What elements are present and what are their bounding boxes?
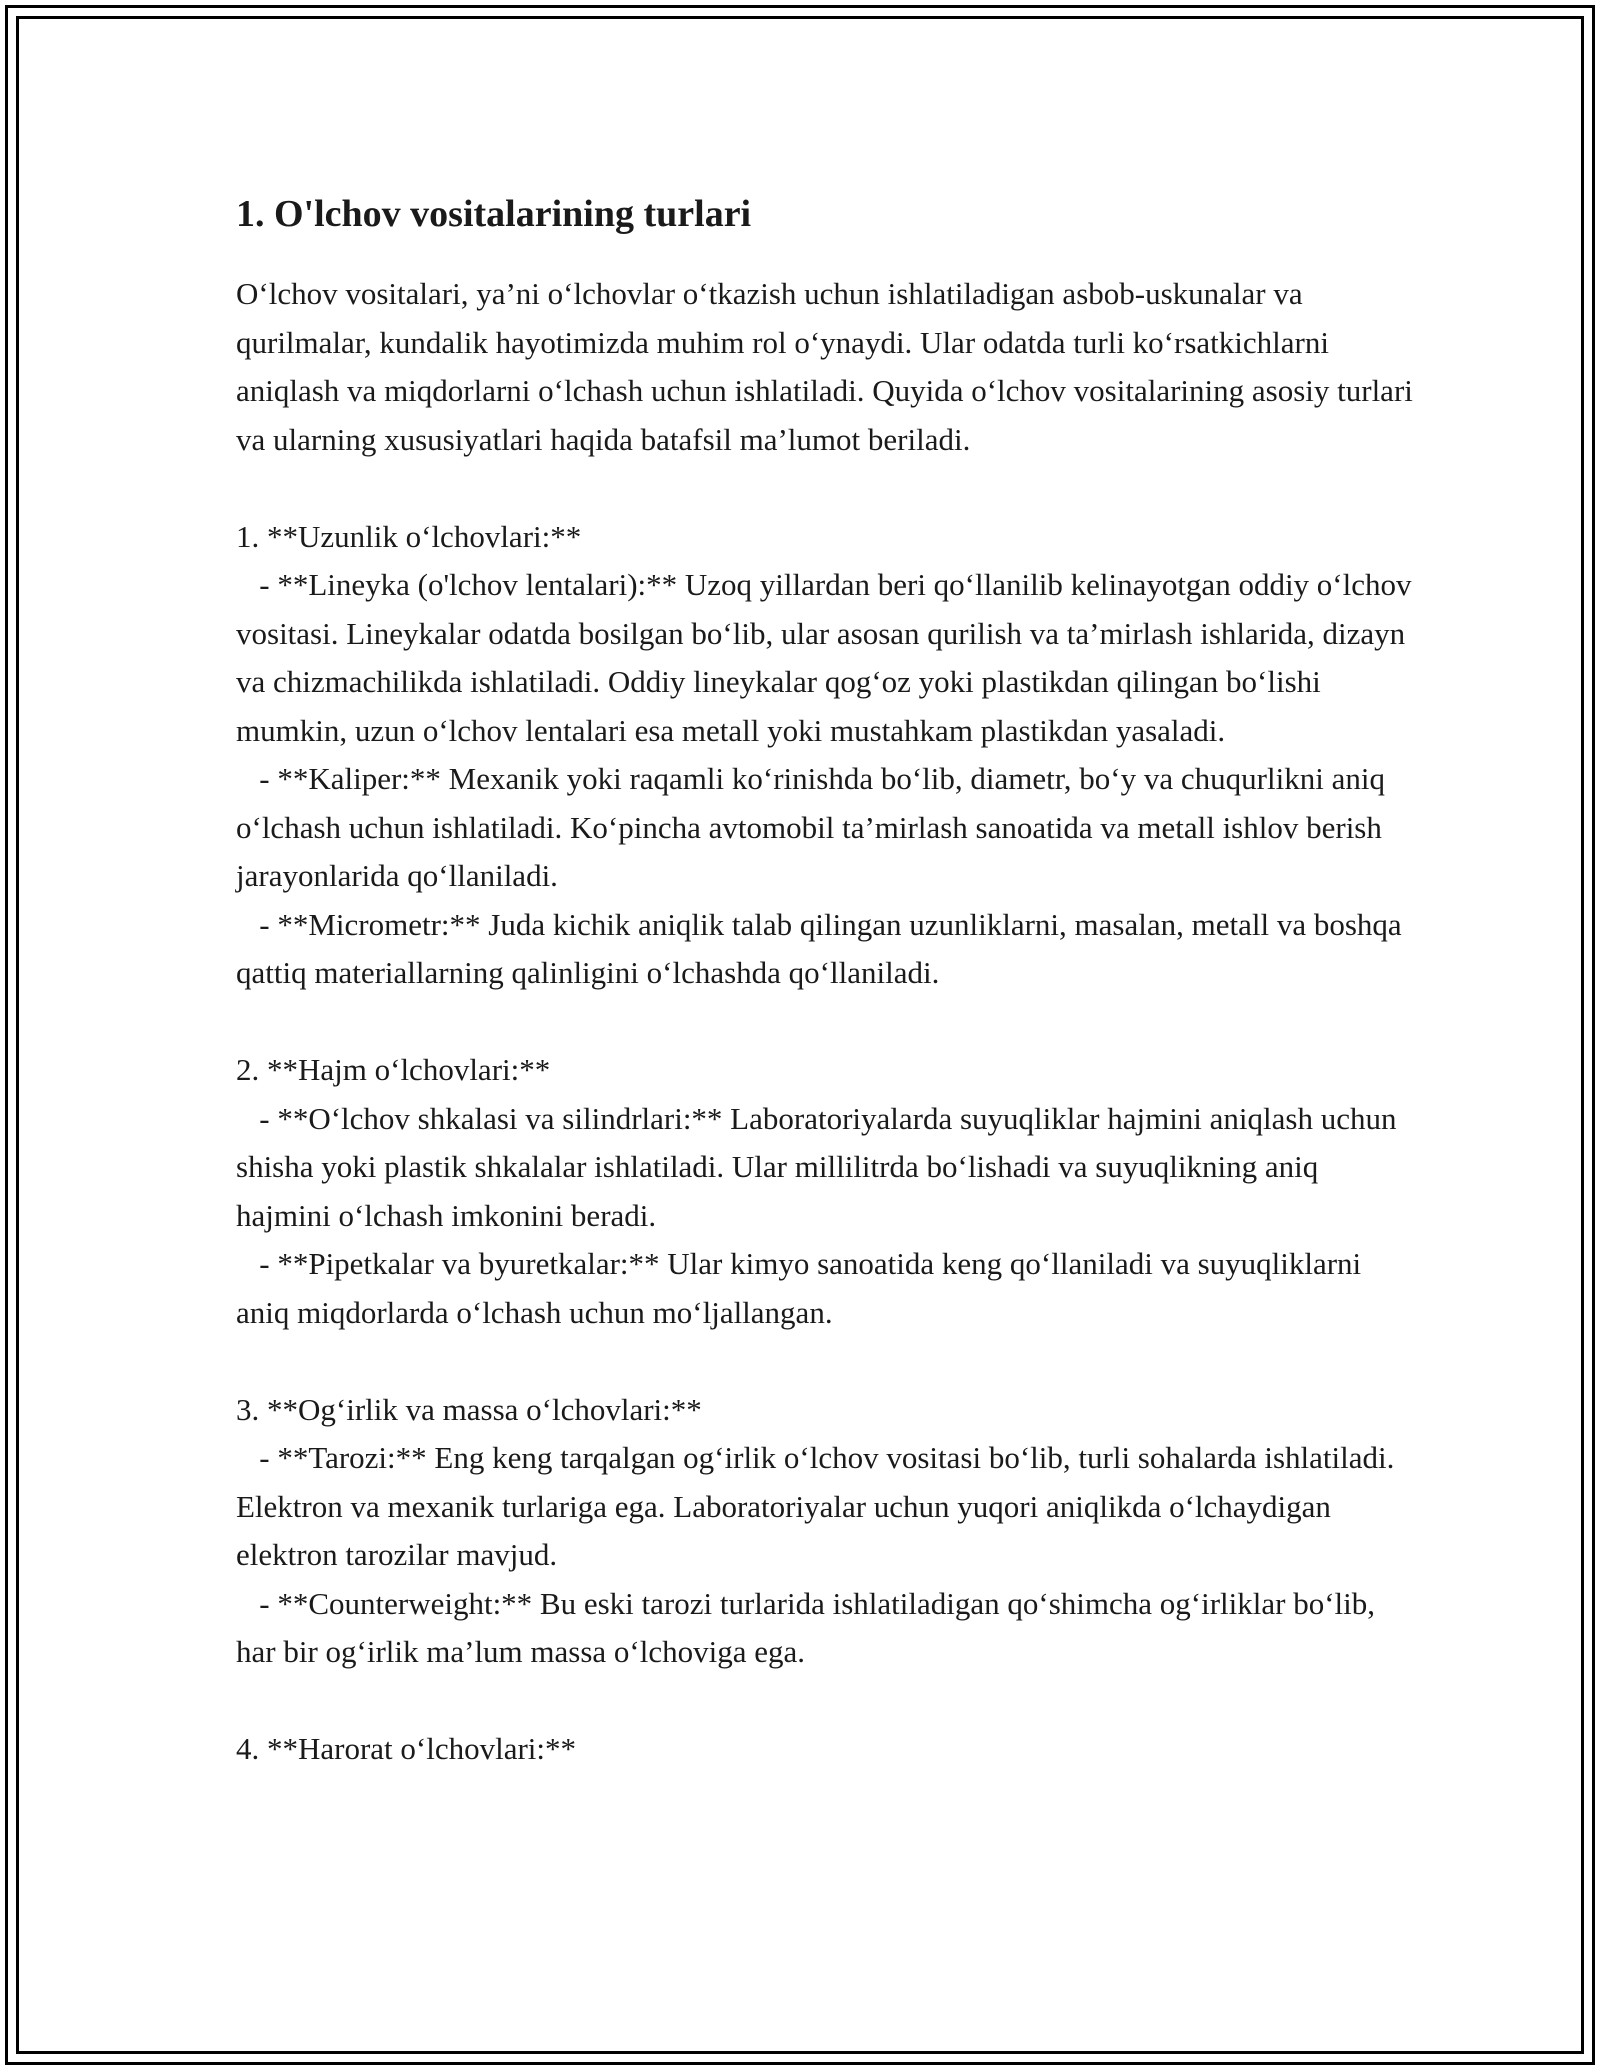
bullet-item: - **Lineyka (o'lchov lentalari):** Uzoq yillardan beri qo‘llanilib kelinayotgan oddiy o‘lchov vositasi. Lineykalar odatda bosilgan bo‘lib, ular asosan qurilish va ta’mirlash ishlarida, dizayn va chizmachilikda ishlatiladi. Oddiy lineykalar qog‘oz yoki plastikdan qilingan bo‘lishi mumkin, uzun o‘lchov lentalari esa metall yoki mustahkam plastikdan yasaladi. <box>236 567 1420 748</box>
bullet-item: - **Counterweight:** Bu eski tarozi turlarida ishlatiladigan qo‘shimcha og‘irliklar bo‘lib, har bir og‘irlik ma’lum massa o‘lchoviga ega. <box>236 1585 1383 1669</box>
section-temperature <box>236 1725 1416 1774</box>
bullet-item: - **Tarozi:** Eng keng tarqalgan og‘irlik o‘lchov vositasi bo‘lib, turli sohalarda ishlatiladi. Elektron va mexanik turlariga ega. Laboratoriyalar uchun yuqori aniqlikda o‘lchaydigan elektron tarozilar mavjud. <box>236 1440 1403 1572</box>
intro-paragraph: O‘lchov vositalari, ya’ni o‘lchovlar o‘tkazish uchun ishlatiladigan asbob-uskunalar va qurilmalar, kundalik hayotimizda muhim rol o‘ynaydi. Ular odatda turli ko‘rsatkichlarni aniqlash va miqdorlarni o‘lchash uchun ishlatiladi. Quyida o‘lchov vositalarining asosiy turlari va ularning xususiyatlari haqida batafsil ma’lumot beriladi. <box>236 276 1413 457</box>
document-title: 1. O'lchov vositalarining turlari <box>236 193 752 235</box>
section-volume <box>236 1046 1416 1337</box>
section-heading: 4. **Harorat o‘lchovlari:** <box>236 1731 577 1766</box>
bullet-item: - **Micrometr:** Juda kichik aniqlik talab qilingan uzunliklarni, masalan, metall va boshqa qattiq materiallarning qalinligini o‘lchashda qo‘llaniladi. <box>236 906 1410 990</box>
bullet-item: - **Kaliper:** Mexanik yoki raqamli ko‘rinishda bo‘lib, diametr, bo‘y va chuqurlikni aniq o‘lchash uchun ishlatiladi. Ko‘pincha avtomobil ta’mirlash sanoatida va metall ishlov berish jarayonlarida qo‘llaniladi. <box>236 761 1393 893</box>
section-weight <box>236 1386 1416 1677</box>
section-length <box>236 513 1420 998</box>
bullet-item: - **Pipetkalar va byuretkalar:** Ular kimyo sanoatida keng qo‘llaniladi va suyuqliklarni aniq miqdorlarda o‘lchash uchun mo‘ljallangan. <box>236 1246 1369 1330</box>
section-heading: 1. **Uzunlik o‘lchovlari:** <box>236 518 582 554</box>
section-heading: 2. **Hajm o‘lchovlari:** <box>236 1052 551 1087</box>
bullet-item: - **O‘lchov shkalasi va silindrlari:** Laboratoriyalarda suyuqliklar hajmini aniqlash uchun shisha yoki plastik shkalalar ishlatiladi. Ular millilitrda bo‘lishadi va suyuqlikning aniq hajmini o‘lchash imkonini beradi. <box>236 1100 1405 1233</box>
document-body <box>236 186 1420 1822</box>
section-heading: 3. **Og‘irlik va massa o‘lchovlari:** <box>236 1391 702 1427</box>
